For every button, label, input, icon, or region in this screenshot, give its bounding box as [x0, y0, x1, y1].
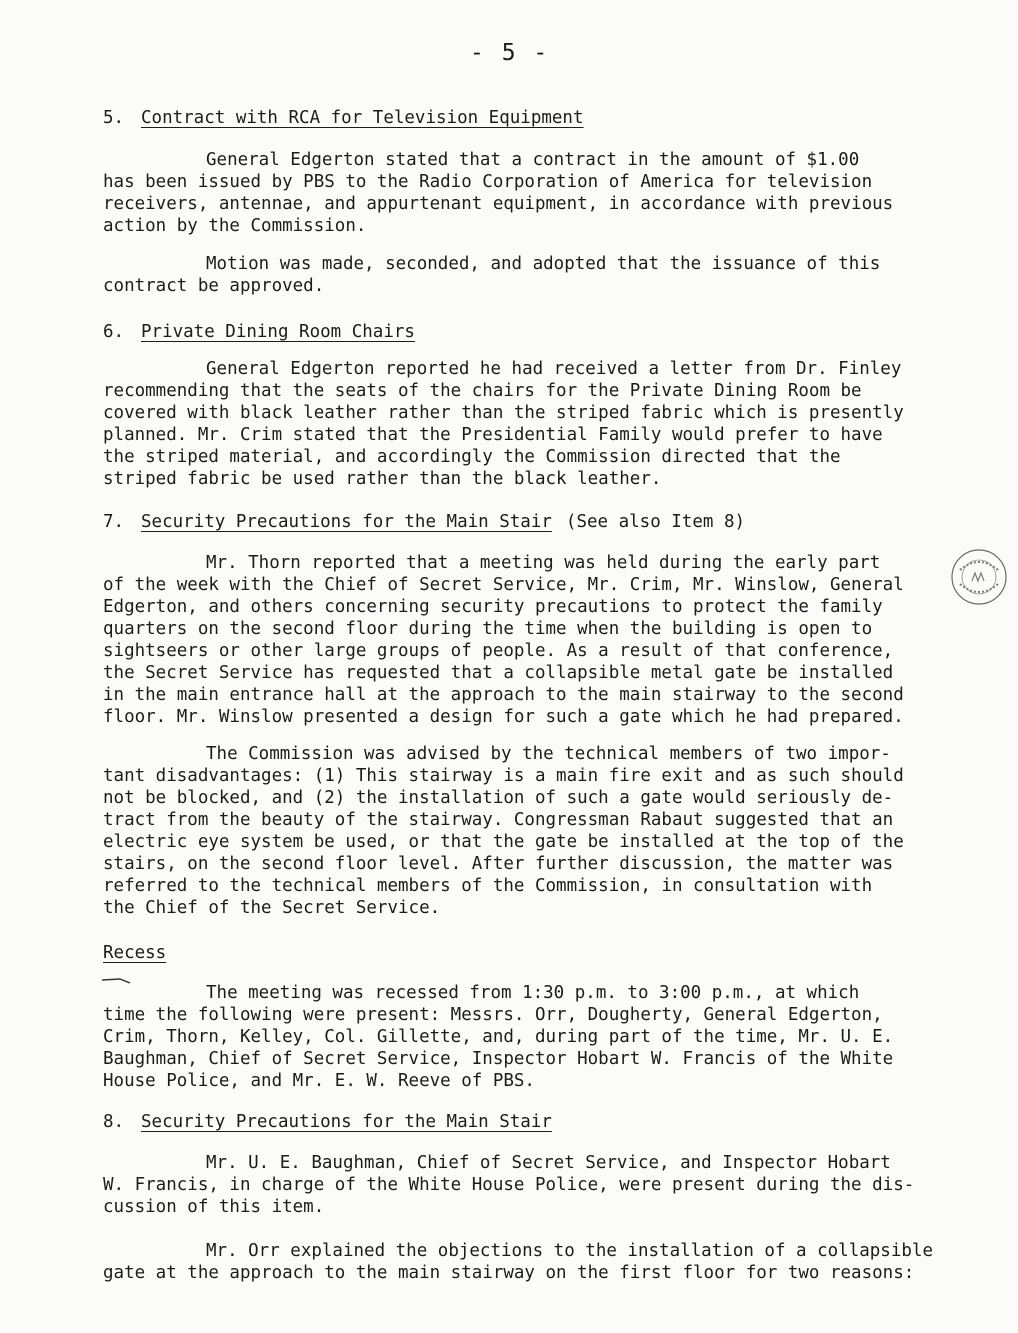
section-number: 8. — [103, 1112, 125, 1132]
text-line: recommending that the seats of the chairs for the Private Dining Room be — [103, 381, 862, 401]
text-line: action by the Commission. — [103, 216, 367, 236]
text-line: General Edgerton reported he had received a letter from Dr. Finley — [206, 359, 902, 379]
text-line: electric eye system be used, or that the gate be installed at the top of the — [103, 832, 904, 852]
section-title: Security Precautions for the Main Stair — [141, 1112, 552, 1132]
section-8-paragraph-2 — [103, 1240, 933, 1284]
text-line: not be blocked, and (2) the installation of such a gate would seriously de- — [103, 788, 894, 808]
text-line: The meeting was recessed from 1:30 p.m. to 3:00 p.m., at which — [206, 983, 860, 1003]
text-line: tant disadvantages: (1) This stairway is a main fire exit and as such should — [103, 766, 904, 786]
text-line: House Police, and Mr. E. W. Reeve of PBS. — [103, 1071, 535, 1091]
section-8-paragraph-1 — [103, 1152, 933, 1218]
section-5-paragraph-2 — [103, 253, 933, 297]
text-line: planned. Mr. Crim stated that the Presidential Family would prefer to have — [103, 425, 883, 445]
section-6-paragraph-1 — [103, 358, 933, 490]
recess-heading: Recess — [103, 943, 167, 963]
section-number: 5. — [103, 108, 125, 128]
text-line: stairs, on the second floor level. After further discussion, the matter was — [103, 854, 894, 874]
text-line: contract be approved. — [103, 276, 325, 296]
text-line: receivers, antennae, and appurtenant equipment, in accordance with previous — [103, 194, 894, 214]
section-title: Private Dining Room Chairs — [141, 322, 415, 342]
section-title: Security Precautions for the Main Stair — [141, 512, 552, 532]
section-number: 7. — [103, 512, 125, 532]
section-8-heading — [103, 1110, 552, 1134]
text-line: W. Francis, in charge of the White House Police, were present during the dis- — [103, 1175, 915, 1195]
section-title: Contract with RCA for Television Equipment — [141, 108, 584, 128]
library-stamp-icon — [950, 548, 1008, 606]
section-note: (See also Item 8) — [565, 512, 746, 532]
text-line: Mr. Thorn reported that a meeting was held during the early part — [206, 553, 881, 573]
text-line: Mr. Orr explained the objections to the installation of a collapsible — [206, 1241, 933, 1261]
text-line: quarters on the second floor during the time when the building is open to — [103, 619, 873, 639]
text-line: The Commission was advised by the technical members of two impor- — [206, 744, 891, 764]
text-line: Edgerton, and others concerning security precautions to protect the family — [103, 597, 883, 617]
text-line: cussion of this item. — [103, 1197, 325, 1217]
text-line: the Chief of the Secret Service. — [103, 898, 441, 918]
section-number: 6. — [103, 322, 125, 342]
section-6-heading — [103, 320, 415, 344]
text-line: gate at the approach to the main stairway on the first floor for two reasons: — [103, 1263, 915, 1283]
text-line: covered with black leather rather than the striped fabric which is presently — [103, 403, 904, 423]
section-7-paragraph-1 — [103, 552, 933, 728]
text-line: Crim, Thorn, Kelley, Col. Gillette, and, during part of the time, Mr. U. E. — [103, 1027, 894, 1047]
section-7-paragraph-2 — [103, 743, 933, 919]
text-line: the Secret Service has requested that a collapsible metal gate be installed — [103, 663, 894, 683]
text-line: has been issued by PBS to the Radio Corporation of America for television — [103, 172, 873, 192]
page-number: - 5 - — [470, 40, 550, 66]
section-5-paragraph-1 — [103, 149, 933, 237]
text-line: Mr. U. E. Baughman, Chief of Secret Service, and Inspector Hobart — [206, 1153, 891, 1173]
text-line: floor. Mr. Winslow presented a design for such a gate which he had prepared. — [103, 707, 904, 727]
recess-paragraph — [103, 982, 933, 1092]
text-line: time the following were present: Messrs. Orr, Dougherty, General Edgerton, — [103, 1005, 883, 1025]
text-line: striped fabric be used rather than the black leather. — [103, 469, 662, 489]
text-line: Baughman, Chief of Secret Service, Inspector Hobart W. Francis of the White — [103, 1049, 894, 1069]
text-line: of the week with the Chief of Secret Service, Mr. Crim, Mr. Winslow, General — [103, 575, 904, 595]
text-line: in the main entrance hall at the approach to the main stairway to the second — [103, 685, 904, 705]
text-line: the striped material, and accordingly the Commission directed that the — [103, 447, 841, 467]
text-line: sightseers or other large groups of people. As a result of that conference, — [103, 641, 894, 661]
text-line: Motion was made, seconded, and adopted that the issuance of this — [206, 254, 881, 274]
text-line: tract from the beauty of the stairway. Congressman Rabaut suggested that an — [103, 810, 894, 830]
section-5-heading — [103, 106, 584, 130]
text-line: referred to the technical members of the Commission, in consultation with — [103, 876, 873, 896]
section-7-heading — [103, 510, 745, 534]
text-line: General Edgerton stated that a contract in the amount of $1.00 — [206, 150, 860, 170]
